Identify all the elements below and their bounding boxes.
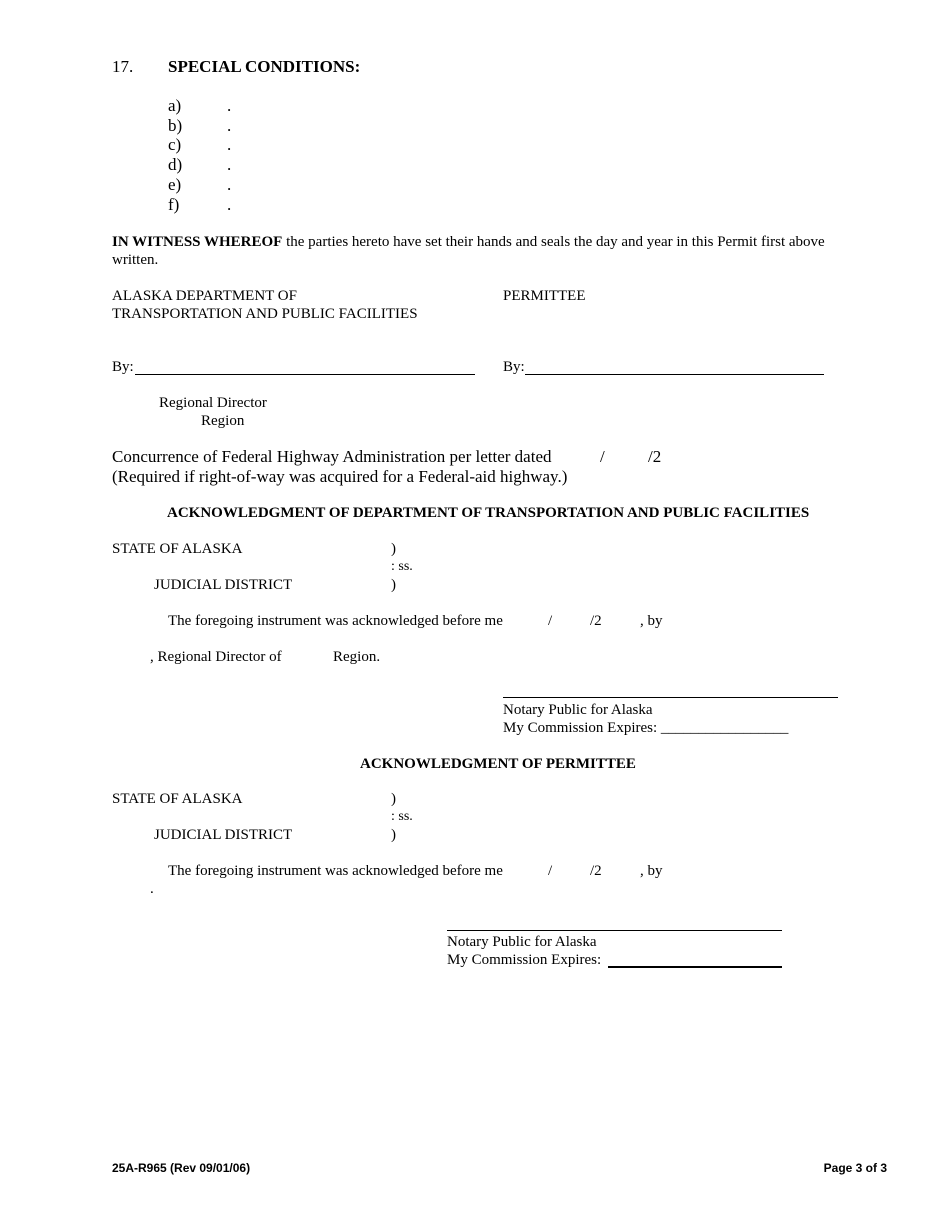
witness-clause-end: written. [112, 252, 159, 268]
dept-ack-date-year: /2 [590, 613, 602, 629]
fhwa-concurrence-text: Concurrence of Federal Highway Administration per letter dated [112, 447, 552, 466]
permittee-ack-foregoing: The foregoing instrument was acknowledged before me [168, 863, 503, 879]
regional-director-title: Regional Director [159, 395, 267, 411]
permittee-ack-date-year: /2 [590, 863, 602, 879]
condition-text-f: . [227, 195, 232, 214]
permittee-acknowledgment-heading: ACKNOWLEDGMENT OF PERMITTEE [360, 756, 636, 772]
department-name-line1: ALASKA DEPARTMENT OF [112, 288, 297, 304]
permittee-ack-state: STATE OF ALASKA [112, 791, 243, 807]
dept-ack-by: , by [640, 613, 663, 629]
dept-ack-ss: : ss. [391, 559, 413, 574]
dept-ack-region-word: Region. [333, 649, 381, 665]
dept-ack-judicial-district: JUDICIAL DISTRICT [154, 577, 293, 593]
witness-text: the parties hereto have set their hands and seals the day and year in this Permit first above [282, 234, 825, 250]
witness-lead: IN WITNESS WHEREOF [112, 234, 283, 250]
form-identifier: 25A-R965 (Rev 09/01/06) [112, 1161, 251, 1175]
condition-text-b: . [227, 116, 232, 135]
region-label: Region [201, 413, 245, 429]
department-by-label: By: [112, 359, 134, 375]
permittee-ack-paren-top: ) [391, 791, 396, 807]
dept-ack-state: STATE OF ALASKA [112, 541, 243, 557]
fhwa-requirement-note: (Required if right-of-way was acquired for a Federal-aid highway.) [112, 467, 568, 486]
permittee-notary-signature-line[interactable] [447, 930, 782, 931]
condition-text-d: . [227, 155, 232, 174]
permittee-commission-expires [447, 951, 601, 969]
permittee-ack-date-slash: / [548, 863, 553, 879]
condition-letter-a: a) [168, 96, 182, 115]
condition-text-c: . [227, 135, 232, 154]
permittee-commission-label: My Commission Expires: [447, 952, 602, 968]
witness-clause [112, 233, 825, 251]
permittee-ack-by: , by [640, 863, 663, 879]
condition-letter-d: d) [168, 155, 183, 174]
permittee-ack-paren-bottom: ) [391, 827, 396, 843]
dept-acknowledgment-heading: ACKNOWLEDGMENT OF DEPARTMENT OF TRANSPORTATION AND PUBLIC FACILITIES [167, 505, 810, 521]
permittee-notary-label: Notary Public for Alaska [447, 934, 597, 950]
dept-notary-label: Notary Public for Alaska [503, 702, 653, 718]
section-number: 17. [112, 57, 134, 76]
permittee-by-label: By: [503, 359, 525, 375]
condition-letter-f: f) [168, 195, 180, 214]
condition-letter-c: c) [168, 135, 182, 154]
dept-ack-foregoing: The foregoing instrument was acknowledged before me [168, 613, 503, 629]
dept-notary-signature-line[interactable] [503, 697, 838, 698]
condition-letter-e: e) [168, 175, 182, 194]
condition-letter-b: b) [168, 116, 183, 135]
permittee-commission-expires-line[interactable] [608, 966, 782, 968]
permittee-signature-line[interactable] [525, 374, 824, 375]
permittee-ack-judicial-district: JUDICIAL DISTRICT [154, 827, 293, 843]
permittee-ack-ss: : ss. [391, 809, 413, 824]
page-number: Page 3 of 3 [823, 1161, 887, 1175]
concurrence-date-year: /2 [648, 447, 662, 466]
condition-text-a: . [227, 96, 232, 115]
permittee-ack-period: . [150, 881, 154, 897]
dept-ack-paren-top: ) [391, 541, 396, 557]
dept-ack-paren-bottom: ) [391, 577, 396, 593]
dept-ack-regional-director-of: , Regional Director of [150, 649, 282, 665]
permittee-label: PERMITTEE [503, 288, 586, 304]
department-name-line2: TRANSPORTATION AND PUBLIC FACILITIES [112, 306, 418, 322]
section-heading: SPECIAL CONDITIONS: [168, 57, 361, 76]
dept-commission-expires: My Commission Expires: _________________ [503, 720, 789, 736]
dept-ack-date-slash: / [548, 613, 553, 629]
condition-text-e: . [227, 175, 232, 194]
department-signature-line[interactable] [135, 374, 475, 375]
concurrence-date-slash: / [600, 447, 605, 466]
